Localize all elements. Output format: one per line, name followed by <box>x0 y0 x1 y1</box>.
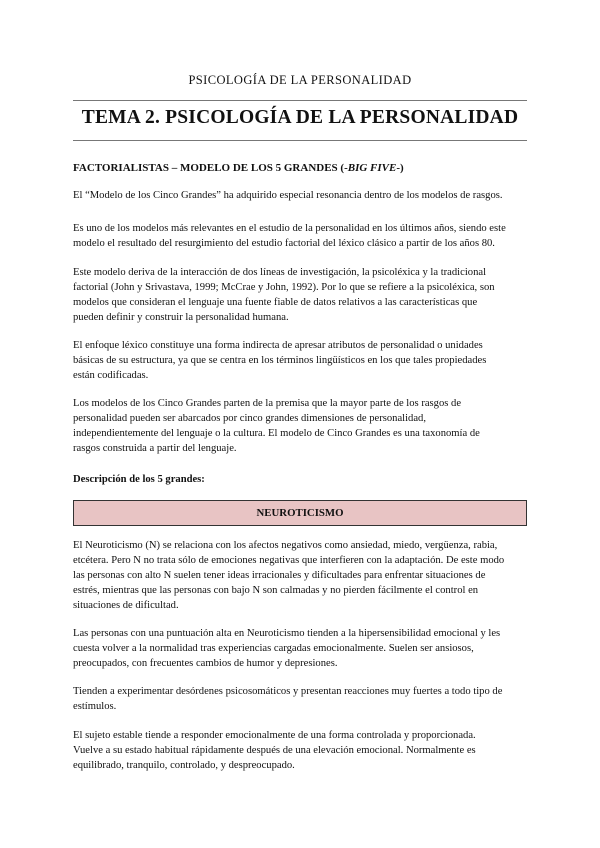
paragraph-line: cuesta volver a la normalidad tras experiencias cargadas emocionalmente. Suelen ser ansiosos, <box>73 643 474 654</box>
paragraph-line: El enfoque léxico constituye una forma indirecta de apresar atributos de personalidad o unidades <box>73 340 483 351</box>
paragraph-line: El Neuroticismo (N) se relaciona con los afectos negativos como ansiedad, miedo, vergüenza, rabia, <box>73 540 498 551</box>
paragraph-line: El “Modelo de los Cinco Grandes” ha adquirido especial resonancia dentro de los modelos de rasgos. <box>73 190 503 201</box>
running-header: PSICOLOGÍA DE LA PERSONALIDAD <box>188 73 412 87</box>
section-heading-italic: BIG FIVE <box>347 162 397 174</box>
section-heading <box>73 162 404 174</box>
paragraph-line: rasgos construida a partir del lenguaje. <box>73 443 237 454</box>
paragraph-line: factorial (John y Srivastava, 1999; McCrae y John, 1992). Por lo que se refiere a la psicoléxica, son <box>73 282 495 293</box>
paragraph-line: equilibrado, tranquilo, controlado, y despreocupado. <box>73 760 295 771</box>
paragraph-line: Este modelo deriva de la interacción de dos líneas de investigación, la psicoléxica y la tradicional <box>73 267 487 278</box>
paragraph-line: estímulos. <box>73 701 117 712</box>
section-heading-main: FACTORIALISTAS – MODELO DE LOS 5 GRANDES (- <box>73 162 348 174</box>
paragraph-line: El sujeto estable tiende a responder emocionalmente de una forma controlada y proporcionada. <box>73 730 476 741</box>
paragraph-line: preocupados, con frecuentes cambios de humor y depresiones. <box>73 658 338 669</box>
paragraph-line: Es uno de los modelos más relevantes en el estudio de la personalidad en los últimos años, siendo este <box>73 223 506 234</box>
paragraph-premise <box>73 396 527 456</box>
paragraph-origin <box>73 265 527 325</box>
paragraph-line: independientemente del lenguaje o la cultura. El modelo de Cinco Grandes es una taxonomía de <box>73 428 480 439</box>
neuroticism-banner: NEUROTICISMO <box>73 500 527 526</box>
paragraph-line: modelos que consideran el lenguaje una fuente fiable de datos relativos a las características que <box>73 297 478 308</box>
header-rule-top <box>73 100 527 101</box>
paragraph-relevance <box>73 221 527 251</box>
title-rule <box>73 140 527 141</box>
paragraph-line: pueden definir y construir la personalidad humana. <box>73 312 289 323</box>
paragraph-line: situaciones de dificultad. <box>73 600 179 611</box>
paragraph-line: etcétera. Pero N no trata sólo de emociones negativas que interfieren con la adaptación. De este modo <box>73 555 505 566</box>
paragraph-lexical <box>73 338 527 383</box>
paragraph-line: Los modelos de los Cinco Grandes parten de la premisa que la mayor parte de los rasgos de <box>73 398 462 409</box>
paragraph-neuro-stable <box>73 728 527 773</box>
paragraph-line: Vuelve a su estado habitual rápidamente después de una elevación emocional. Normalmente es <box>73 745 476 756</box>
paragraph-neuro-definition <box>73 538 527 613</box>
paragraph-line: básicas de su estructura, ya que se centra en los términos lingüísticos en los que tales propiedades <box>73 355 487 366</box>
paragraph-line: las personas con alto N suelen tener ideas irracionales y dificultades para enfrentar situaciones de <box>73 570 486 581</box>
section-heading-end: -) <box>396 162 404 174</box>
paragraph-neuro-psychosomatic <box>73 684 527 714</box>
paragraph-line: personalidad pueden ser abarcados por cinco grandes dimensiones de personalidad, <box>73 413 427 424</box>
paragraph-line: estrés, mientras que las personas con bajo N son calmadas y no pierden fácilmente el control en <box>73 585 479 596</box>
paragraph-intro <box>73 188 527 203</box>
subheading-description: Descripción de los 5 grandes: <box>73 474 205 485</box>
paragraph-neuro-high <box>73 626 527 671</box>
paragraph-line: Las personas con una puntuación alta en Neuroticismo tienden a la hipersensibilidad emocional y les <box>73 628 501 639</box>
page-title: TEMA 2. PSICOLOGÍA DE LA PERSONALIDAD <box>81 107 519 128</box>
paragraph-line: están codificadas. <box>73 370 149 381</box>
paragraph-line: modelo el resultado del resurgimiento del estudio factorial del léxico clásico a partir de los años 80. <box>73 238 495 249</box>
paragraph-line: Tienden a experimentar desórdenes psicosomáticos y presentan reacciones muy fuertes a todo tipo de <box>73 686 503 697</box>
